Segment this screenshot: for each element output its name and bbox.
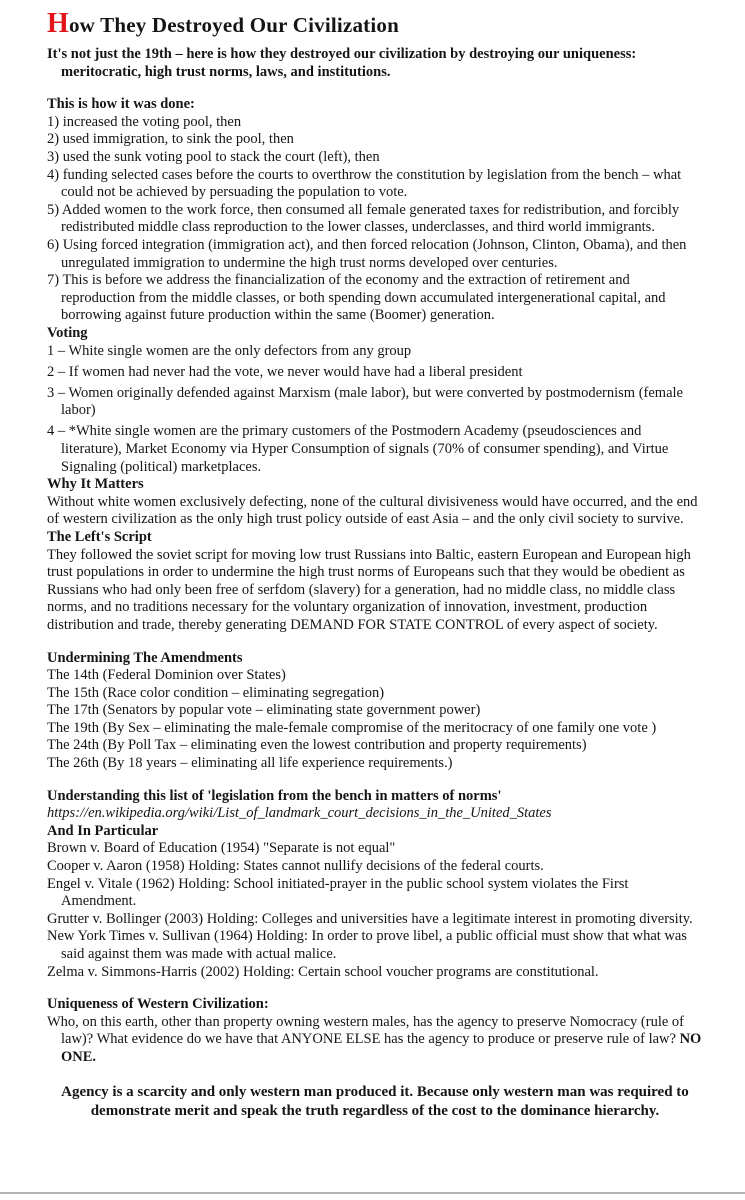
page-title [47,10,703,39]
list-item: The 19th (By Sex – eliminating the male-female compromise of the meritocracy of one family one vote ) [47,719,657,736]
list-item: 4 – *White single women are the primary customers of the Postmodern Academy (pseudosciences and literature), Market Economy via Hyper Consumption of signals (70% of consumer spending), and Virtue Signaling (political) marketplaces. [47,423,669,475]
list-item: 4) funding selected cases before the courts to overthrow the constitution by legislation from the bench – what could not be achieved by persuading the population to vote. [47,166,682,201]
list-item: The 26th (By 18 years – eliminating all life experience requirements.) [47,755,453,772]
list-item: 2 – If women had never had the vote, we never would have had a liberal president [47,363,523,380]
page-bottom-border [0,1192,745,1194]
lefts-script-heading: The Left's Script [47,528,152,545]
and-in-particular-heading: And In Particular [47,822,159,839]
list-item: The 17th (Senators by popular vote – eliminating state government power) [47,702,481,719]
lefts-script-body: They followed the soviet script for moving low trust Russians into Baltic, eastern European and European high trust populations in order to undermine the high trust norms of Europeans such that they would be obedient as Russians who had only been free of serfdom (slavery) for a generation, had no middle class, no middle class norms, and no traditions necessary for the voluntary organization of innovation, investment, production distribution and trade, thereby generating DEMAND FOR STATE CONTROL of every aspect of society. [47,546,691,633]
list-item: Zelma v. Simmons-Harris (2002) Holding: Certain school voucher programs are constitutional. [47,963,599,980]
amendments-heading: Undermining The Amendments [47,649,243,666]
list-item: The 24th (By Poll Tax – eliminating even the lowest contribution and property requirements) [47,737,587,754]
list-item: Engel v. Vitale (1962) Holding: School initiated-prayer in the public school system violates the First Amendment. [47,875,629,910]
list-item: The 14th (Federal Dominion over States) [47,667,286,684]
why-it-matters-body: Without white women exclusively defecting, none of the cultural divisiveness would have occurred, and the end of western civilization as the only high trust policy outside of east Asia – and the only civil society to survive. [47,493,698,528]
uniqueness-body [47,1014,703,1067]
voting-heading: Voting [47,324,88,341]
uniqueness-body-text: Who, on this earth, other than property owning western males, has the agency to preserve Nomocracy (rule of law)? What evidence do we have that ANYONE ELSE has the agency to produce or preserve rule of law? [47,1013,684,1048]
list-item: 7) This is before we address the financialization of the economy and the extraction of retirement and reproduction from the middle classes, or both spending down accumulated intergenerational capital, and borrowing against future production within the same (Boomer) generation. [47,272,666,324]
list-item: 1 – White single women are the only defectors from any group [47,342,412,359]
list-item: Brown v. Board of Education (1954) "Separate is not equal" [47,840,396,857]
title-text: ow They Destroyed Our Civilization [68,13,399,37]
list-item: 6) Using forced integration (immigration act), and then forced relocation (Johnson, Clinton, Obama), and then unregulated immigration to undermine the high trust norms developed over centuries. [47,236,687,271]
list-item: New York Times v. Sullivan (1964) Holding: In order to prove libel, a public official must show that what was said against them was made with actual malice. [47,928,687,962]
uniqueness-heading: Uniqueness of Western Civilization: [47,996,269,1013]
list-item: The 15th (Race color condition – eliminating segregation) [47,684,385,701]
list-item: Cooper v. Aaron (1958) Holding: States cannot nullify decisions of the federal courts. [47,858,544,875]
wikipedia-link[interactable]: https://en.wikipedia.org/wiki/List_of_landmark_court_decisions_in_the_United_States [47,805,552,822]
why-it-matters-heading: Why It Matters [47,476,144,493]
intro-paragraph: It's not just the 19th – here is how they destroyed our civilization by destroying our uniqueness: meritocratic, high trust norms, laws, and institutions. [47,46,637,80]
list-item: 1) increased the voting pool, then [47,113,242,130]
no-one-emphasis: NO ONE. [61,1031,702,1065]
list-item: 2) used immigration, to sink the pool, then [47,131,294,148]
list-item: Grutter v. Bollinger (2003) Holding: Colleges and universities have a legitimate interest in promoting diversity. [47,910,693,927]
title-dropcap: H [47,8,69,39]
list-item: 3 – Women originally defended against Marxism (male labor), but were converted by postmodernism (female labor) [47,384,683,419]
how-done-heading: This is how it was done: [47,96,195,113]
list-item: 5) Added women to the work force, then consumed all female generated taxes for redistribution, and forcibly redistributed middle class reproduction to the lower classes, underclasses, and third world immigrants. [47,201,680,236]
list-item: 3) used the sunk voting pool to stack the court (left), then [47,148,380,165]
closing-paragraph: Agency is a scarcity and only western man produced it. Because only western man was required to demonstrate merit and speak the truth regardless of the cost to the dominance hierarchy. [61,1083,689,1120]
understanding-heading: Understanding this list of 'legislation from the bench in matters of norms' [47,787,502,804]
